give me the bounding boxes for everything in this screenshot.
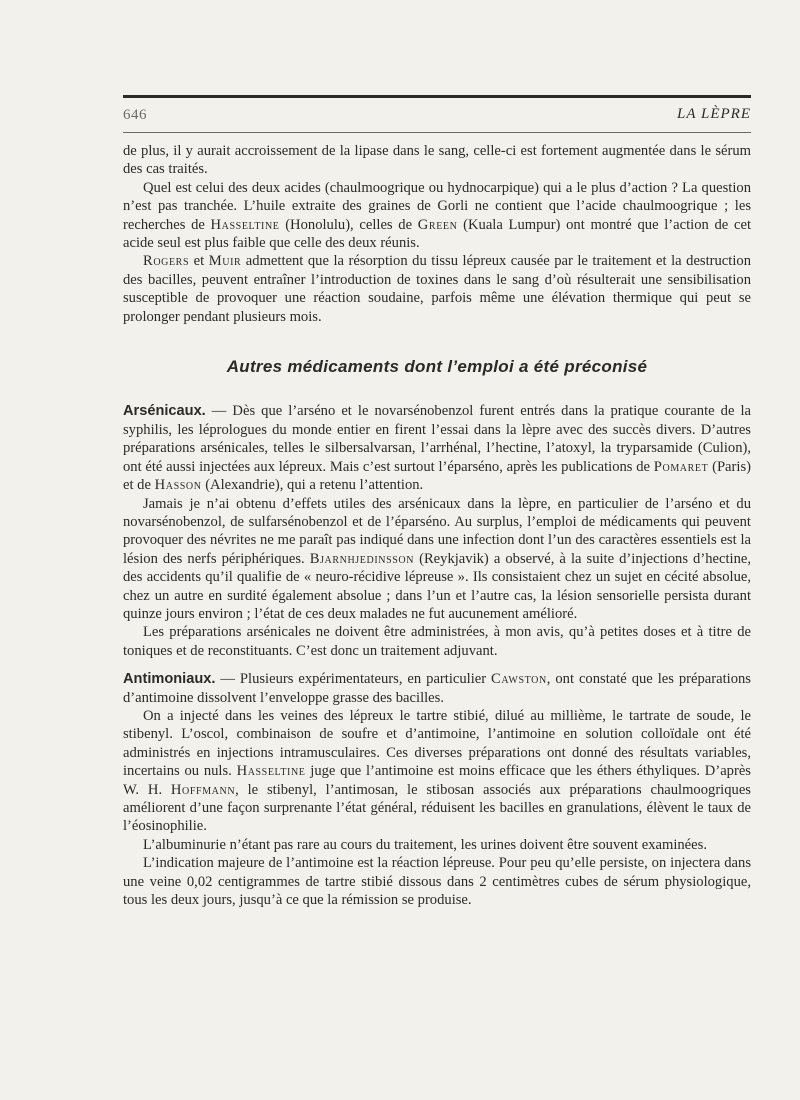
arsenicaux-paragraph-3: Les préparations arsénicales ne doivent être administrées, à mon avis, qu’à petites doses et à titre de toniques et de reconstituants. C’est donc un traitement adjuvant. [123,624,751,659]
header-rule [123,132,751,133]
antimoniaux-paragraph-4: L’indication majeure de l’antimoine est la réaction lépreuse. Pour peu qu’elle persiste, on injectera dans une veine 0,02 centigrammes de tartre stibié dissous dans 2 centimètres cubes de sérum physiologique, tous les deux jours, jusqu’à ce que la rémission se produise. [123,855,751,909]
antimoniaux-paragraph-3: L’albuminurie n’étant pas rare au cours du traitement, les urines doivent être souvent examinées. [143,836,707,853]
author-name: Hasseltine [210,216,280,233]
author-name: Pomaret [653,458,709,475]
intro-paragraph-3: Rogers et Muir admettent que la résorption du tissu lépreux causée par le traitement et la destruction des bacilles, peuvent entraîner l’introduction de toxines dans le sang d’où résulterait une sensibilisation susceptible de provoquer une réaction soudaine, parfois même une élévation thermique qui peut se prolonger pendant plusieurs mois. [123,253,751,325]
intro-paragraph-2: Quel est celui des deux acides (chaulmoogrique ou hydnocarpique) qui a le plus d’action ? La question n’est pas tranchée. L’huile extraite des graines de Gorli ne contient que l’acide chaulmoogrique ; les recherches de Hasseltine (Honolulu), celles de Green (Kuala Lumpur) ont montré que l’action de cet acide seul est plus faible que celle des deux réunis. [123,179,751,252]
antimoniaux-paragraph-2: On a injecté dans les veines des lépreux le tartre stibié, dilué au millième, le tartrate de soude, le stibenyl. L’oscol, combinaison de soufre et d’antimoine, l’antimoine en solution colloïdale ont été administrés en injections intramusculaires. Ces diverses préparations ont donné des résultats variables, incertains ou nuls. Hasseltine juge que l’antimoine est moins efficace que les éthers éthyliques. D’après W. H. Hoffmann, le stibenyl, l’antimosan, le stibosan associés aux préparations chaulmoogriques améliorent d’une façon surprenante l’état général, réduisent les bacilles en granulations, élèvent le taux de l’éosinophilie. [123,707,751,835]
running-title: LA LÈPRE [677,106,751,122]
author-name: Bjarnhjedinsson [309,550,415,567]
author-name: Green [417,216,458,233]
intro-paragraph-1: de plus, il y aurait accroissement de la lipase dans le sang, celle-ci est fortement augmentée dans le sérum des cas traités. [123,143,751,178]
arsenicaux-paragraph-2: Jamais je n’ai obtenu d’effets utiles des arsénicaux dans la lèpre, en particulier de l’arséno et du novarsénobenzol, de sulfarsénobenzol et de l’éparséno. Au surplus, l’emploi de médicaments qui peuvent provoquer des névrites ne me paraît pas indiqué dans une infection dont l’un des caractères essentiels est la lésion des nerfs périphériques. Bjarnhjedinsson (Reykjavik) a observé, à la suite d’injections d’hectine, des accidents qu’il qualifie de « neuro-récidive lépreuse ». Ils consistaient chez un sujet en cécité absolue, chez un autre en surdité également absolue ; dans l’un et l’autre cas, la lésion sensorielle persista durant quinze jours environ ; l’état de ces deux malades ne fut aucunement amélioré. [123,495,751,622]
author-name: Hasseltine [236,763,306,780]
author-name: Rogers [143,253,190,270]
book-page [123,95,751,909]
page-body [123,142,751,909]
arsenicaux-heading: Arsénicaux. [123,403,206,420]
author-name: Hoffmann [170,781,236,798]
top-rule [123,95,751,98]
arsenicaux-paragraph-1: Arsénicaux. — Dès que l’arséno et le novarsénobenzol furent entrés dans la pratique courante de la syphilis, les léprologues du monde entier en firent l’essai dans la lèpre avec des succès divers. D’autres préparations arsénicales, telles le silbersalvarsan, l’arrhénal, l’hectine, l’atoxyl, la tryparsamide (Culion), ont été aussi injectées aux lépreux. Mais c’est surtout l’éparséno, après les publications de Pomaret (Paris) et de Hasson (Alexandrie), qui a retenu l’attention. [123,403,751,494]
author-name: Cawston [491,671,547,688]
author-name: Hasson [154,477,202,494]
section-title: Autres médicaments dont l’emploi a été préconisé [226,357,648,377]
author-name: Muir [208,253,242,270]
page-number: 646 [123,107,147,123]
antimoniaux-heading: Antimoniaux. [123,671,216,688]
antimoniaux-paragraph-1: Antimoniaux. — Plusieurs expérimentateurs, en particulier Cawston, ont constaté que les préparations d’antimoine dissolvent l’enveloppe grasse des bacilles. [123,671,751,706]
section-gap [123,660,751,670]
page-header [123,104,751,132]
